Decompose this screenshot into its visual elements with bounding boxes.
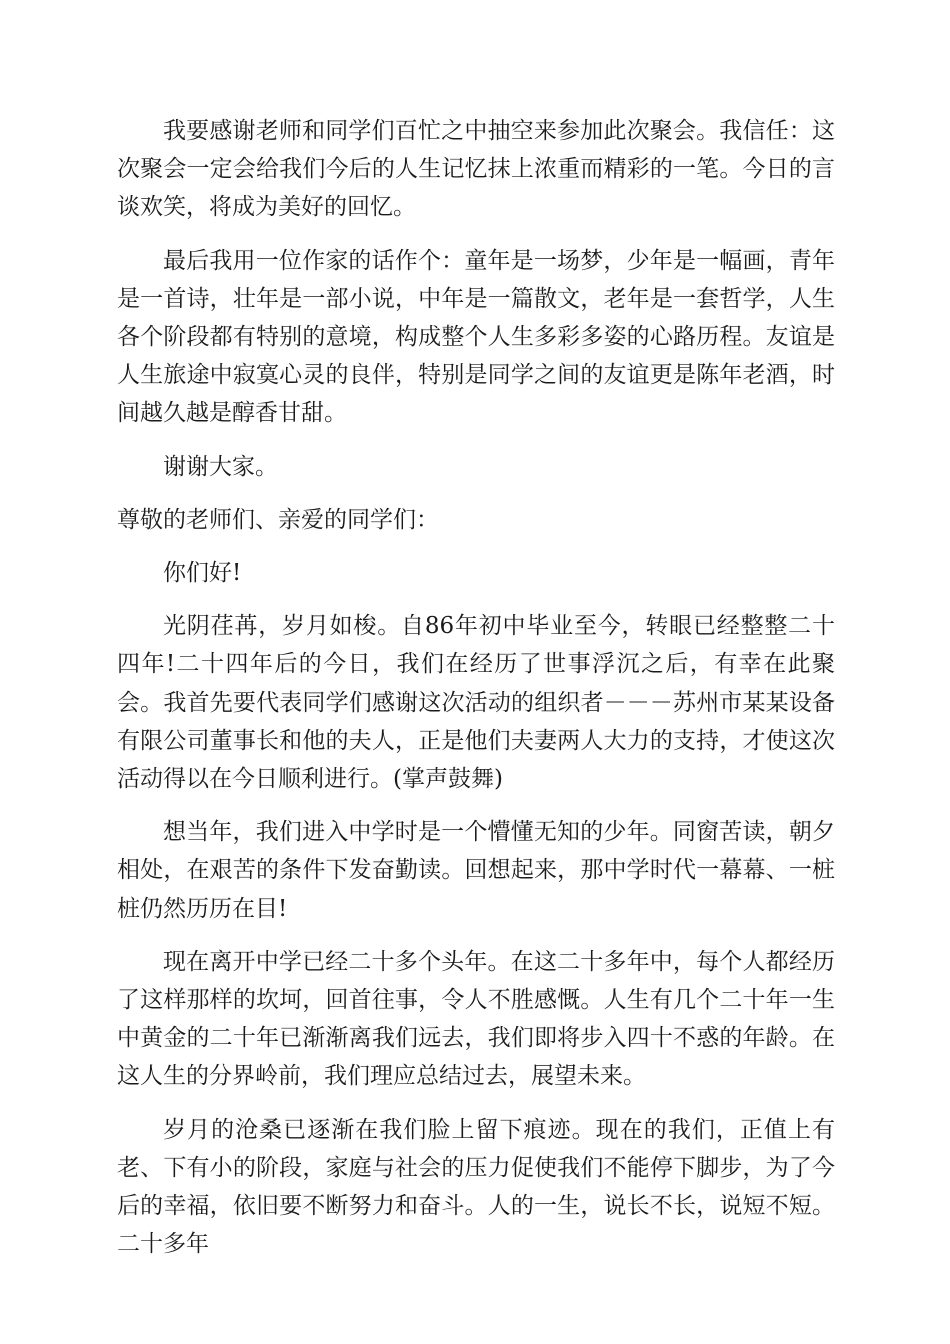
paragraph-vicissitudes: 岁月的沧桑已逐渐在我们脸上留下痕迹。现在的我们，正值上有老、下有小的阶段，家庭与社会的压力促使我们不能停下脚步，为了今后的幸福，依旧要不断努力和奋斗。人的一生，说长不长，说短不短。二十多年 — [117, 1116, 835, 1258]
paragraph-recollection: 想当年，我们进入中学时是一个懵懂无知的少年。同窗苦读，朝夕相处，在艰苦的条件下发奋勤读。回想起来，那中学时代一幕幕、一桩桩仍然历历在目! — [117, 819, 835, 922]
paragraph-thanks-attendance: 我要感谢老师和同学们百忙之中抽空来参加此次聚会。我信任：这次聚会一定会给我们今后的人生记忆抹上浓重而精彩的一笔。今日的言谈欢笑，将成为美好的回忆。 — [117, 118, 835, 221]
paragraph-greeting: 你们好! — [163, 560, 242, 587]
paragraph-salutation: 尊敬的老师们、亲爱的同学们： — [117, 506, 439, 533]
document-page — [117, 112, 835, 1278]
paragraph-twenty-years: 现在离开中学已经二十多个头年。在这二十多年中，每个人都经历了这样那样的坎坷，回首往事，令人不胜感慨。人生有几个二十年一生中黄金的二十年已渐渐离我们远去，我们即将步入四十不惑的年龄。在这人生的分界岭前，我们理应总结过去，展望未来。 — [117, 948, 835, 1090]
paragraph-time-flies: 光阴荏苒，岁月如梭。自86年初中毕业至今，转眼已经整整二十四年!二十四年后的今日，我们在经历了世事浮沉之后，有幸在此聚会。我首先要代表同学们感谢这次活动的组织者－－－苏州市某某设备有限公司董事长和他的夫人，正是他们夫妻两人大力的支持，才使这次活动得以在今日顺利进行。(掌声鼓舞) — [117, 613, 835, 793]
paragraph-thank-you: 谢谢大家。 — [163, 453, 278, 480]
paragraph-closing-quote: 最后我用一位作家的话作个：童年是一场梦，少年是一幅画，青年是一首诗，壮年是一部小说，中年是一篇散文，老年是一套哲学，人生各个阶段都有特别的意境，构成整个人生多彩多姿的心路历程。友谊是人生旅途中寂寞心灵的良伴，特别是同学之间的友谊更是陈年老酒，时间越久越是醇香甘甜。 — [117, 247, 835, 427]
